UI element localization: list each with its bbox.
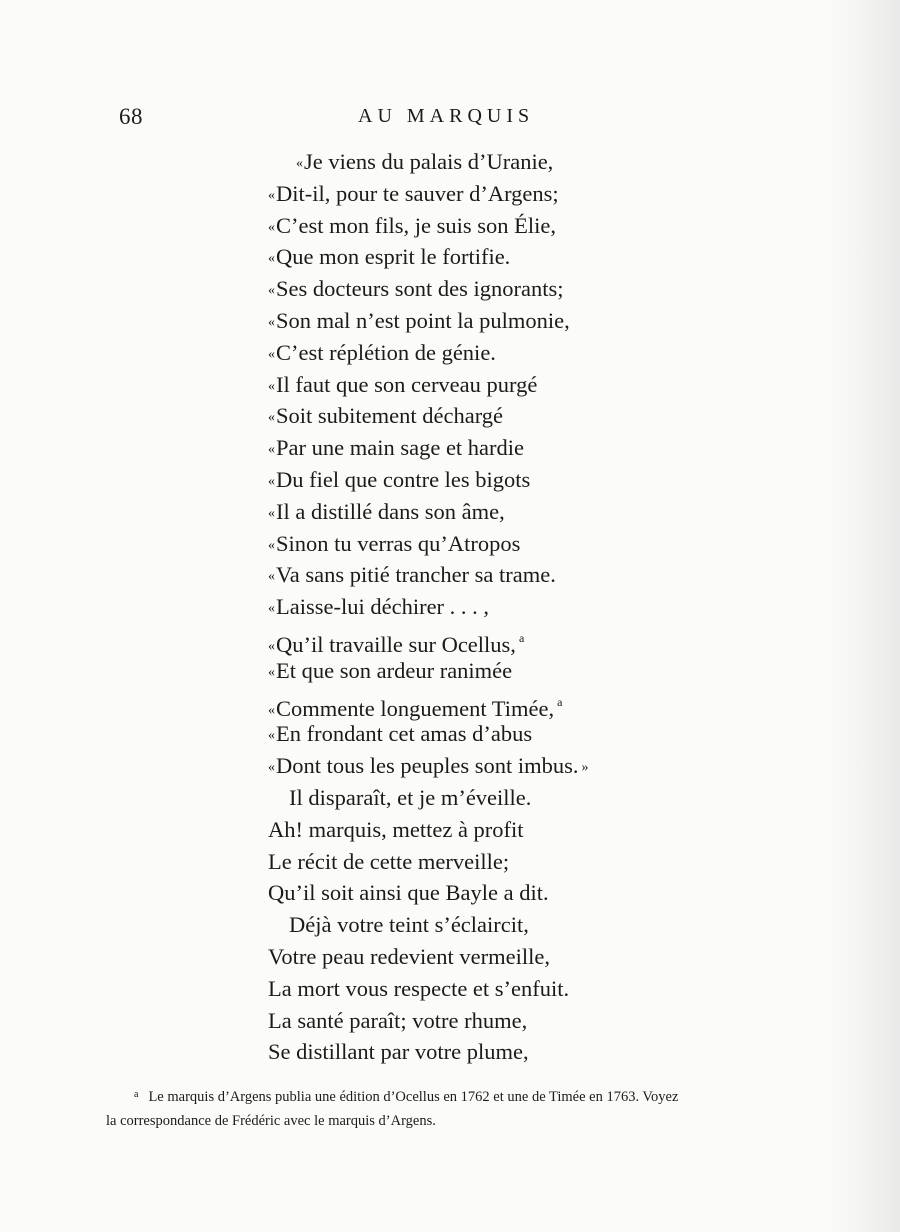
footnote-text: la correspondance de Frédéric avec le marquis d’Argens. [106,1113,436,1129]
opening-quote: « [268,410,275,426]
poem-line-text: Qu’il travaille sur Ocellus, [276,632,516,657]
poem-line-text: Dont tous les peuples sont imbus. [276,753,579,779]
poem-line [289,909,529,940]
poem-line [289,782,531,813]
closing-quote: » [581,760,589,776]
poem-line-text: Votre peau redevient vermeille, [268,944,550,969]
poem-line-text: Il a distillé dans son âme, [276,498,505,524]
opening-quote: « [268,474,275,489]
poem-line [268,464,530,495]
page-number: 68 [119,104,143,129]
poem-line [268,369,537,400]
poem-line-text: Déjà votre teint s’éclaircit, [289,912,529,938]
poem-line-text: Le récit de cette merveille; [268,848,510,874]
opening-quote: « [268,760,275,776]
poem-line [296,146,553,177]
poem-line-text: Son mal n’est point la pulmonie, [276,308,570,333]
poem-line [268,178,559,209]
poem-line-text: Laisse-lui déchirer . . . , [276,594,490,620]
poem-line [268,591,489,622]
footnote [106,1083,816,1133]
poem-line-text: Ses docteurs sont des ignorants; [276,276,564,302]
poem-line [268,496,505,527]
poem-line-text: Par une main sage et hardie [276,435,525,461]
opening-quote: « [296,156,303,171]
poem-line [268,846,509,877]
page-edge-shadow [830,0,900,1232]
running-head: AU MARQUIS [358,105,535,127]
opening-quote: « [268,346,275,362]
poem-line-text: Soit subitement déchargé [276,403,504,429]
poem-line-text: Dit-il, pour te sauver d’Argens; [276,180,559,206]
poem-line [268,973,569,1004]
poem-line [268,210,556,241]
poem-line-text: Qu’il soit ainsi que Bayle a dit. [268,880,549,906]
opening-quote: « [268,702,275,718]
poem-line-text: La mort vous respecte et s’enfuit. [268,975,570,1001]
poem-line-text: En frondant cet amas d’abus [276,721,533,747]
opening-quote: « [268,601,275,617]
poem-line-text: Se distillant par votre plume, [268,1039,529,1065]
poem-line-text: Du fiel que contre les bigots [276,467,531,492]
poem-line-text: Il faut que son cerveau purgé [276,371,538,397]
poem-line [268,559,556,590]
poem-line-text: Sinon tu verras qu’Atropos [276,530,521,556]
poem-line-text: Que mon esprit le fortifie. [276,244,511,270]
footnote-line [106,1083,816,1109]
opening-quote: « [268,187,275,203]
opening-quote: « [268,728,275,744]
poem-line [268,400,503,431]
footnote-marker: a [518,631,525,645]
poem-line [268,241,510,272]
poem-line [268,273,563,304]
poem-line-text: La santé paraît; votre rhume, [268,1007,528,1033]
opening-quote: « [268,219,275,235]
opening-quote: « [268,251,275,267]
poem-line [268,1036,529,1067]
poem-line [268,1005,527,1036]
opening-quote: « [268,378,275,394]
opening-quote: « [268,664,275,680]
poem-line [268,305,570,336]
poem-line [268,814,524,845]
opening-quote: « [268,505,275,521]
poem-line-text: Commente longuement Timée, [276,695,555,721]
poem-line-text: Il disparaît, et je m’éveille. [289,785,532,810]
poem-line-text: Et que son ardeur ranimée [276,657,513,683]
opening-quote: « [268,639,275,654]
footnote-line [106,1109,816,1133]
poem-line [268,528,520,559]
poem-line [268,718,532,749]
opening-quote: « [268,283,275,299]
poem-line [268,877,549,908]
opening-quote: « [268,442,275,458]
footnote-mark: a [134,1089,139,1100]
poem-line-text: C’est mon fils, je suis son Élie, [276,212,556,238]
poem-line [268,941,550,972]
poem-line [268,337,496,368]
poem-line [268,687,563,721]
poem-line-text: Ah! marquis, mettez à profit [268,816,524,842]
poem-line-text: C’est réplétion de génie. [276,339,496,365]
poem-line [268,432,524,463]
opening-quote: « [268,537,275,553]
opening-quote: « [268,569,275,585]
poem-line [268,750,590,781]
poem-line [268,623,525,657]
footnote-marker: a [557,694,563,709]
poem-line-text: Je viens du palais d’Uranie, [304,149,554,174]
poem-line [268,655,512,686]
opening-quote: « [268,315,275,330]
poem-line-text: Va sans pitié trancher sa trame. [276,562,556,588]
footnote-text: Le marquis d’Argens publia une édition d’Ocellus en 1762 et une de Timée en 1763. Voyez [148,1089,679,1105]
